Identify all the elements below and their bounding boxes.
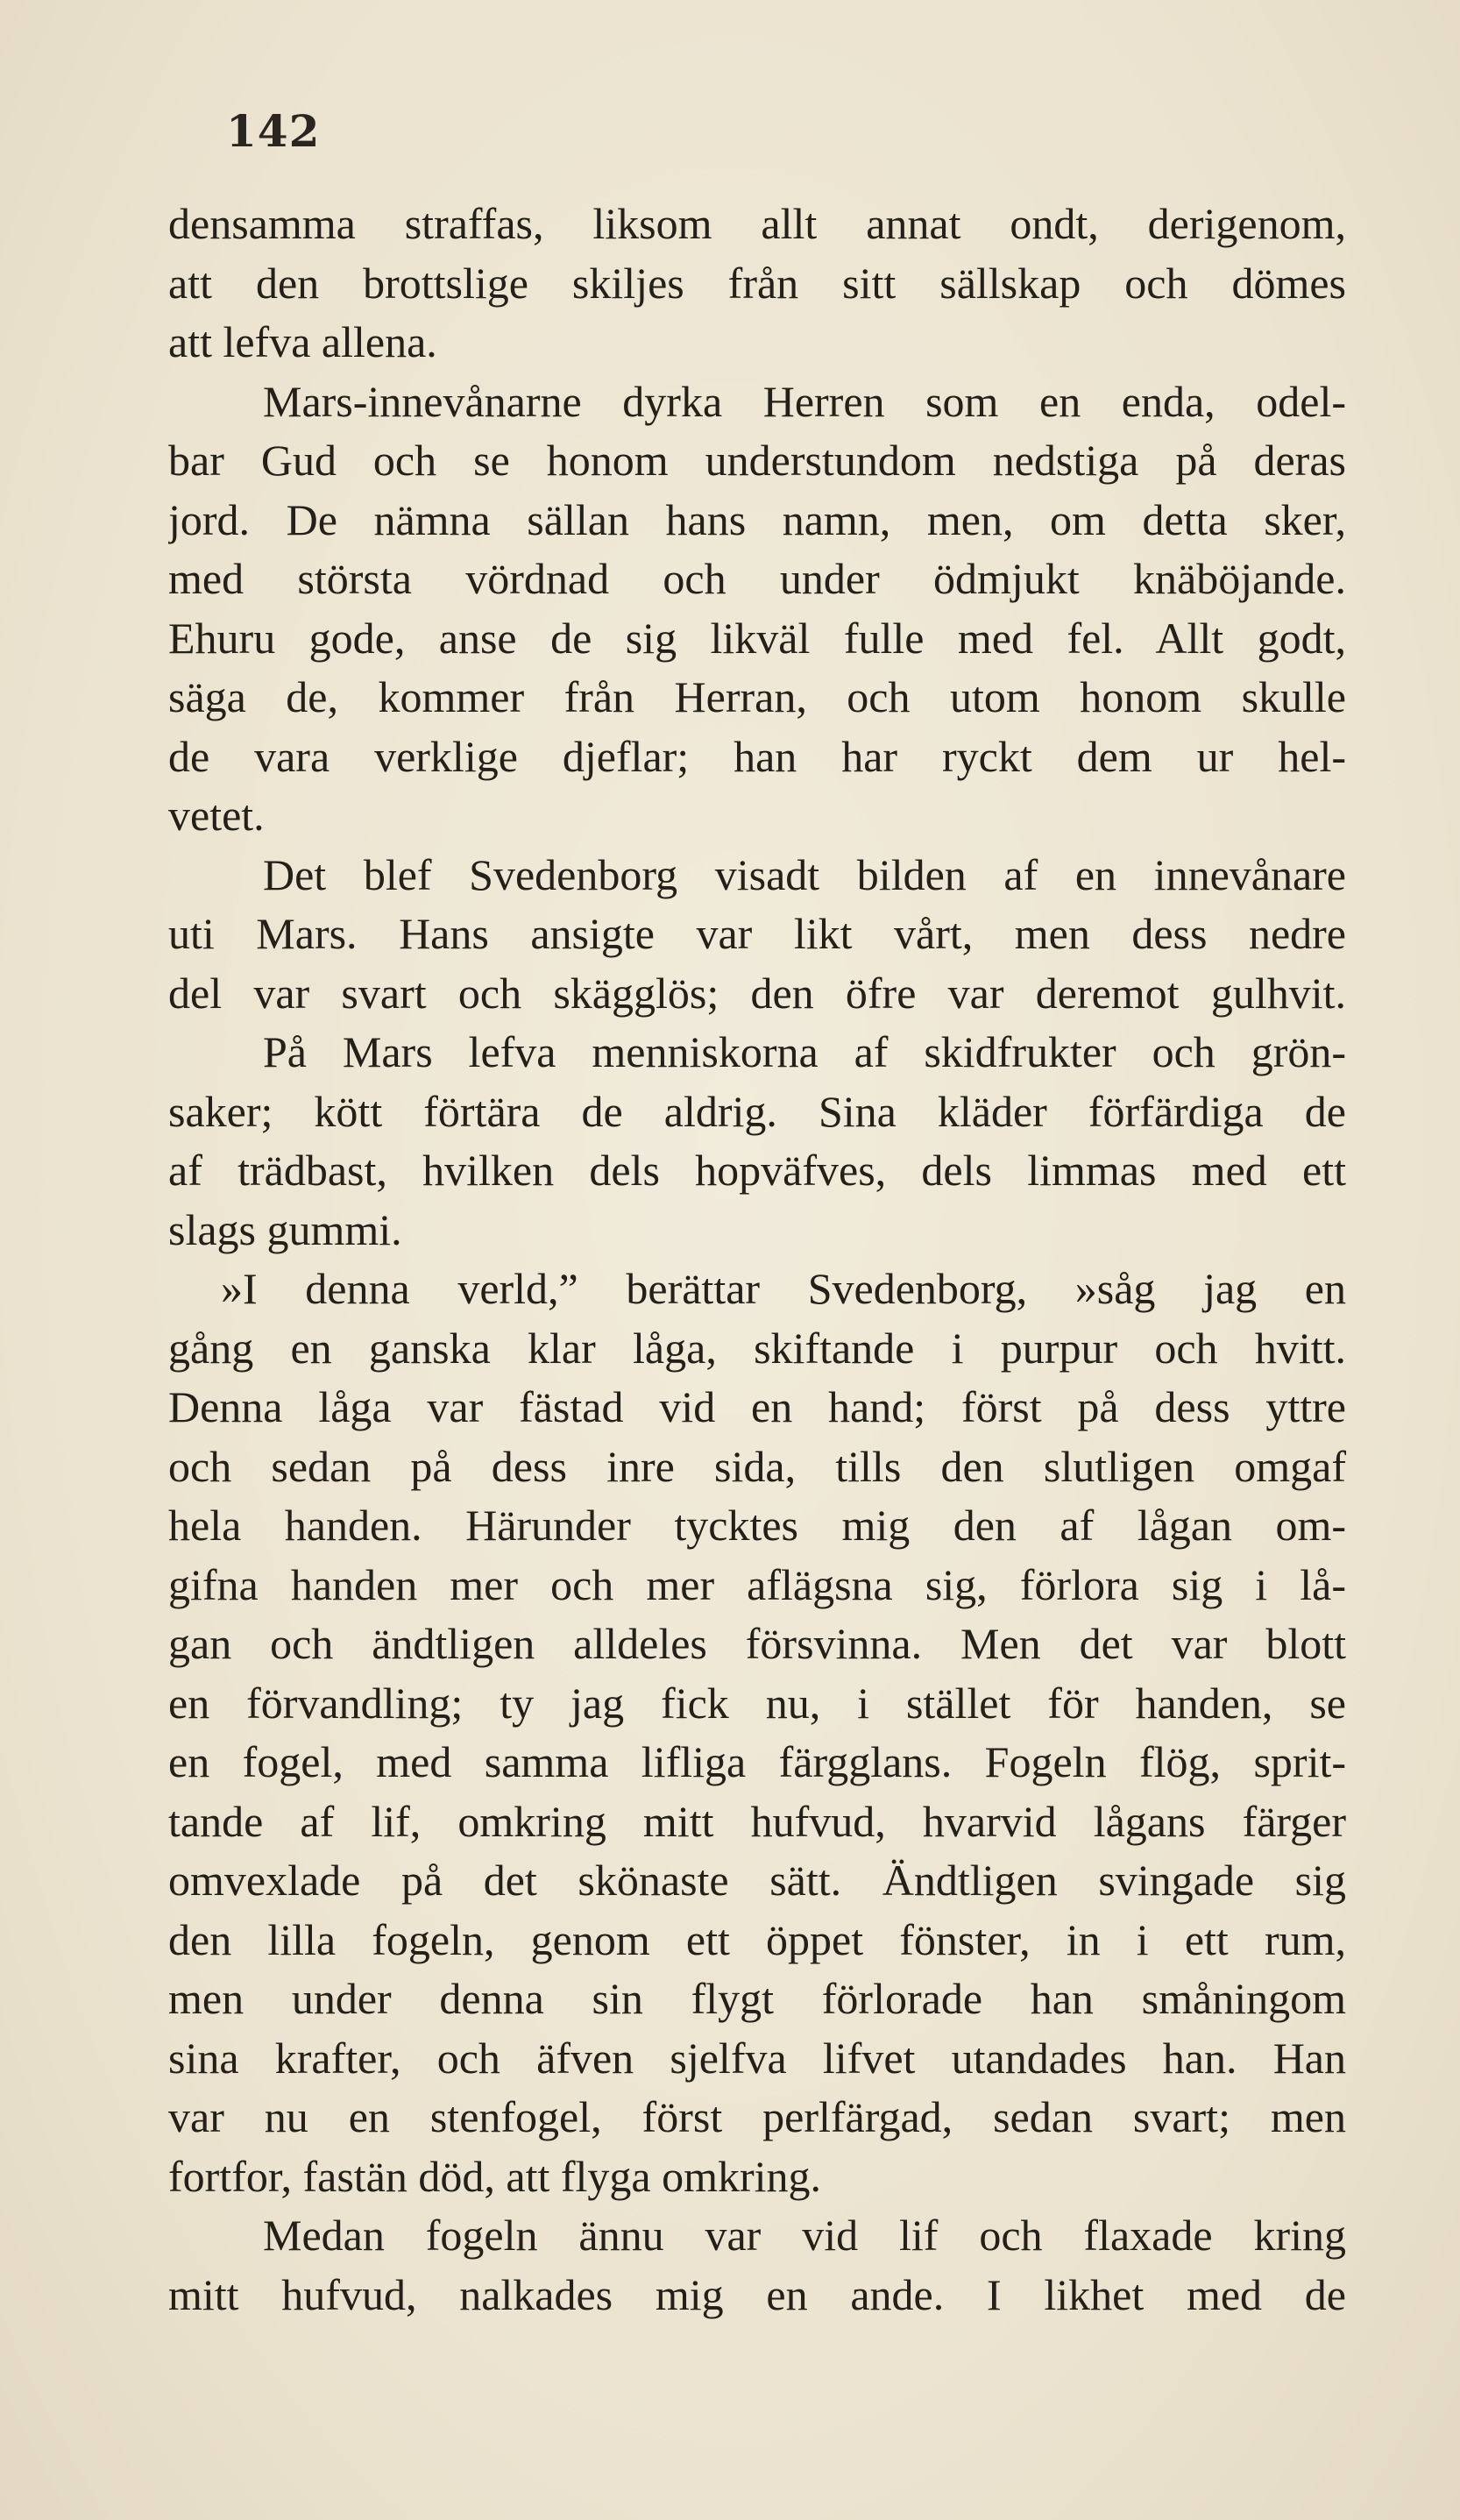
text-line: säga de, kommer från Herran, och utom honom skulle bbox=[168, 672, 1346, 721]
text-line: »I denna verld,” berättar Svedenborg, »såg jag en bbox=[221, 1264, 1346, 1313]
text-line: gång en ganska klar låga, skiftande i purpur och hvitt. bbox=[168, 1323, 1346, 1373]
text-line: tande af lif, omkring mitt hufvud, hvarvid lågans färger bbox=[168, 1796, 1346, 1846]
text-line: men under denna sin flygt förlorade han småningom bbox=[168, 1974, 1346, 2023]
text-line: densamma straffas, liksom allt annat ondt, derigenom, bbox=[168, 199, 1346, 248]
text-line: Mars-innevånarne dyrka Herren som en enda, odel- bbox=[263, 376, 1346, 426]
text-line: den lilla fogeln, genom ett öppet fönster, in i ett rum, bbox=[168, 1914, 1346, 1964]
text-line: en fogel, med samma lifliga färgglans. Fogeln flög, sprit- bbox=[168, 1737, 1346, 1786]
text-line: Medan fogeln ännu var vid lif och flaxade kring bbox=[263, 2211, 1346, 2260]
text-line: slags gummi. bbox=[168, 1204, 402, 1254]
text-line: del var svart och skägglös; den öfre var deremot gulhvit. bbox=[168, 968, 1346, 1018]
text-line: uti Mars. Hans ansigte var likt vårt, men dess nedre bbox=[168, 909, 1346, 958]
text-line: af trädbast, hvilken dels hopväfves, dels limmas med ett bbox=[168, 1146, 1346, 1195]
text-line: Denna låga var fästad vid en hand; först på dess yttre bbox=[168, 1382, 1346, 1431]
text-line: Ehuru gode, anse de sig likväl fulle med fel. Allt godt, bbox=[168, 613, 1346, 663]
text-line: sina krafter, och äfven sjelfva lifvet utandades han. Han bbox=[168, 2033, 1346, 2083]
text-line: saker; kött förtära de aldrig. Sina kläder förfärdiga de bbox=[168, 1086, 1346, 1136]
text-line: var nu en stenfogel, först perlfärgad, sedan svart; men bbox=[168, 2092, 1346, 2141]
text-line: med största vördnad och under ödmjukt knäböjande. bbox=[168, 554, 1346, 603]
text-line: att lefva allena. bbox=[168, 317, 437, 366]
text-line: de vara verklige djeflar; han har ryckt dem ur hel- bbox=[168, 731, 1346, 781]
body-text bbox=[168, 195, 1346, 2325]
text-line: jord. De nämna sällan hans namn, men, om detta sker, bbox=[168, 494, 1346, 544]
text-line: att den brottslige skiljes från sitt sällskap och dömes bbox=[168, 258, 1346, 308]
text-line: fortfor, fastän död, att flyga omkring. bbox=[168, 2151, 822, 2201]
text-line: bar Gud och se honom understundom nedstiga på deras bbox=[168, 436, 1346, 485]
text-line: och sedan på dess inre sida, tills den slutligen omgaf bbox=[168, 1441, 1346, 1491]
text-line: hela handen. Härunder tycktes mig den af lågan om- bbox=[168, 1501, 1346, 1550]
text-line: Det blef Svedenborg visadt bilden af en innevånare bbox=[263, 849, 1346, 899]
text-line: omvexlade på det skönaste sätt. Ändtligen svingade sig bbox=[168, 1856, 1346, 1905]
page-number: 142 bbox=[226, 105, 321, 157]
text-line: gan och ändtligen alldeles försvinna. Men det var blott bbox=[168, 1619, 1346, 1668]
text-line: en förvandling; ty jag fick nu, i stället för handen, se bbox=[168, 1678, 1346, 1728]
text-line: mitt hufvud, nalkades mig en ande. I likhet med de bbox=[168, 2269, 1346, 2319]
text-line: På Mars lefva menniskorna af skidfrukter och grön- bbox=[263, 1027, 1346, 1076]
text-line: gifna handen mer och mer aflägsna sig, förlora sig i lå- bbox=[168, 1559, 1346, 1609]
text-line: vetet. bbox=[168, 791, 265, 840]
